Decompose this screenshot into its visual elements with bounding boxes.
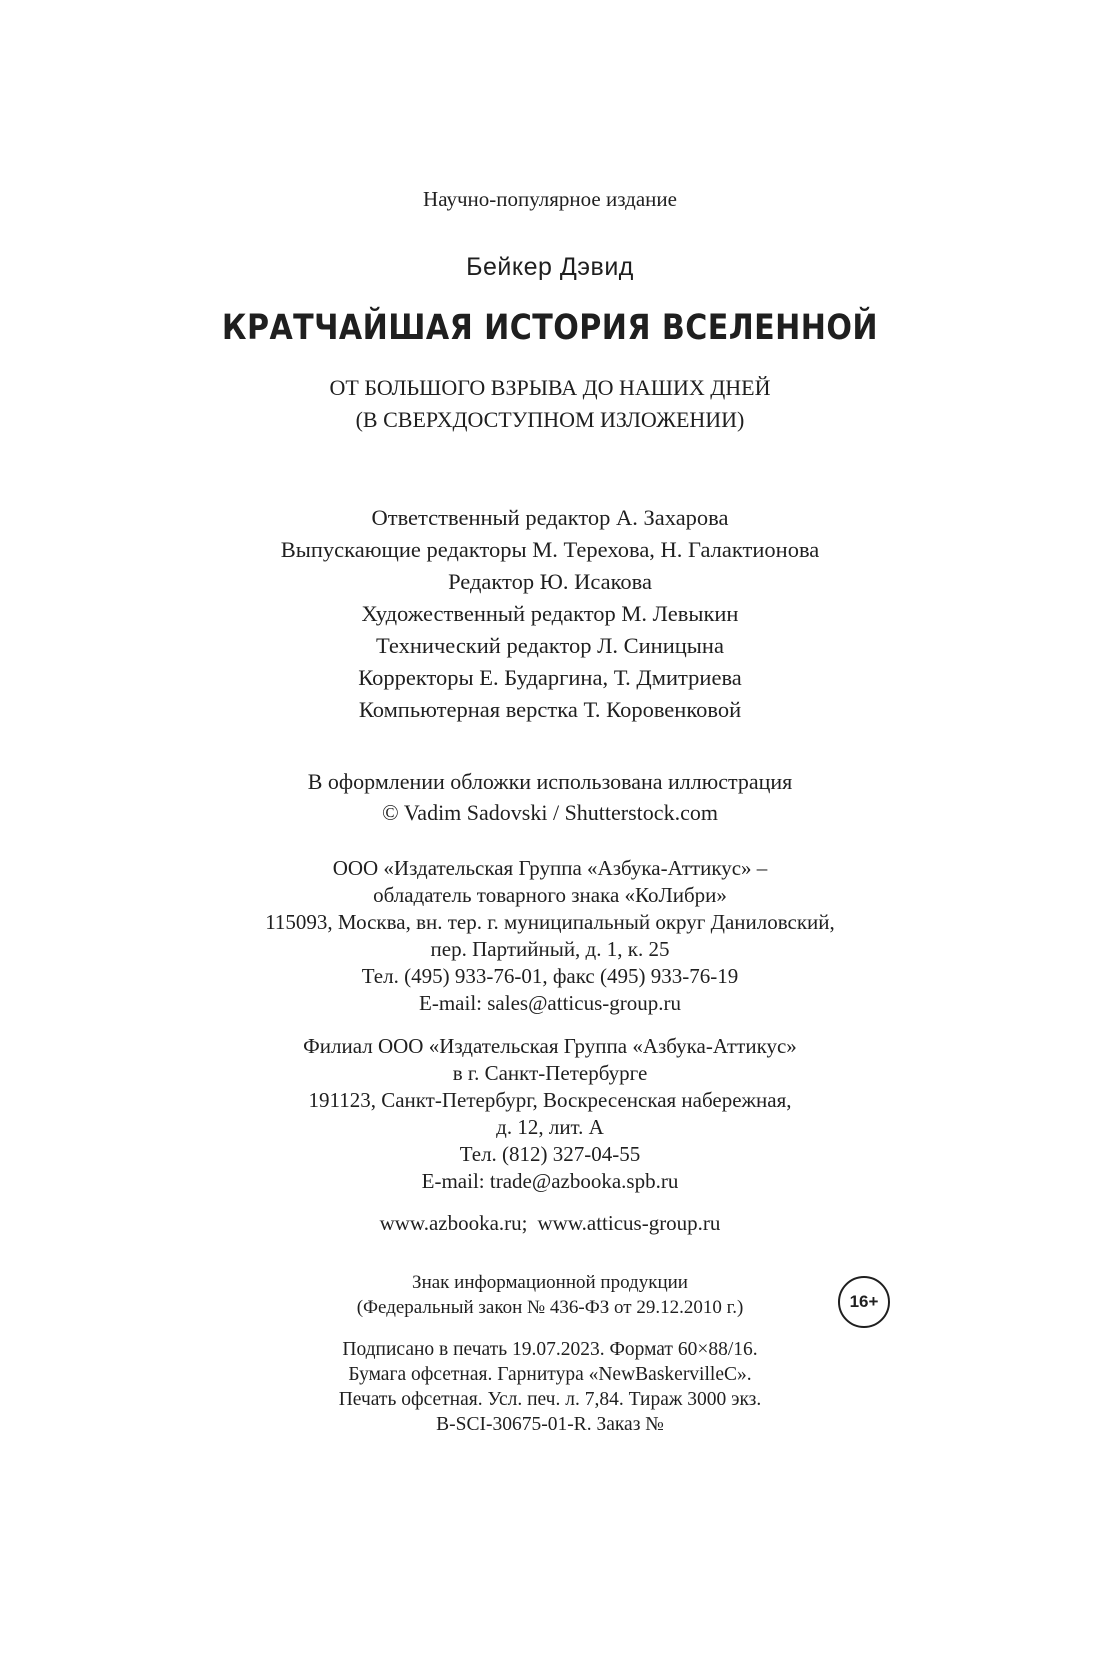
credit-line: Выпускающие редакторы М. Терехова, Н. Галактионова: [280, 537, 820, 562]
book-subtitle: [0, 372, 1100, 436]
imprint-line: B-SCI-30675-01-R. Заказ №: [436, 1414, 664, 1435]
book-author: Бейкер Дэвид: [466, 253, 634, 281]
publisher-line: 115093, Москва, вн. тер. г. муниципальный округ Даниловский,: [265, 910, 835, 934]
branch-address: [0, 1033, 1100, 1195]
credit-line: Корректоры Е. Бударгина, Т. Дмитриева: [358, 665, 742, 690]
credit-line: Редактор Ю. Исакова: [448, 569, 652, 594]
publisher-line: ООО «Издательская Группа «Азбука-Аттикус» –: [332, 856, 768, 880]
information-product-sign: [330, 1270, 770, 1320]
branch-line: Тел. (812) 327-04-55: [459, 1142, 641, 1166]
imprint-line: Печать офсетная. Усл. печ. л. 7,84. Тираж 3000 экз.: [338, 1389, 762, 1410]
credit-line: Компьютерная верстка Т. Коровенковой: [358, 697, 742, 722]
websites: [0, 1210, 1100, 1237]
branch-line: Филиал ООО «Издательская Группа «Азбука-Аттикус»: [303, 1034, 797, 1058]
branch-line: д. 12, лит. А: [496, 1115, 604, 1139]
website-link-atticus[interactable]: www.atticus-group.ru: [537, 1211, 721, 1235]
subtitle-line: (В СВЕРХДОСТУПНОМ ИЗЛОЖЕНИИ): [355, 407, 745, 432]
imprint-line: Подписано в печать 19.07.2023. Формат 60×88/16.: [342, 1339, 758, 1360]
cover-illustration-note: [0, 766, 1100, 828]
age-rating-badge: 16+: [838, 1276, 890, 1328]
publisher-address: [0, 855, 1100, 1017]
book-title: КРАТЧАЙШАЯ ИСТОРИЯ ВСЕЛЕННОЙ: [221, 308, 879, 348]
sign-line: Знак информационной продукции: [412, 1272, 688, 1293]
branch-email: E-mail: trade@azbooka.spb.ru: [421, 1169, 679, 1193]
sign-line: (Федеральный закон № 436-ФЗ от 29.12.2010 г.): [356, 1297, 744, 1318]
credit-line: Художественный редактор М. Левыкин: [361, 601, 739, 626]
cover-note-line: © Vadim Sadovski / Shutterstock.com: [382, 800, 718, 825]
branch-line: в г. Санкт-Петербурге: [452, 1061, 648, 1085]
branch-line: 191123, Санкт-Петербург, Воскресенская набережная,: [308, 1088, 792, 1112]
cover-note-line: В оформлении обложки использована иллюстрация: [307, 769, 793, 794]
credit-line: Технический редактор Л. Синицына: [376, 633, 724, 658]
credit-line: Ответственный редактор А. Захарова: [371, 505, 729, 530]
print-imprint: [0, 1337, 1100, 1437]
publisher-line: пер. Партийный, д. 1, к. 25: [430, 937, 670, 961]
editorial-credits: [0, 502, 1100, 726]
subtitle-line: ОТ БОЛЬШОГО ВЗРЫВА ДО НАШИХ ДНЕЙ: [329, 375, 771, 400]
publisher-line: обладатель товарного знака «КоЛибри»: [373, 883, 727, 907]
imprint-line: Бумага офсетная. Гарнитура «NewBaskervilleC».: [348, 1364, 752, 1385]
publisher-line: Тел. (495) 933-76-01, факс (495) 933-76-19: [361, 964, 739, 988]
publisher-email: E-mail: sales@atticus-group.ru: [419, 991, 681, 1015]
edition-genre: Научно-популярное издание: [423, 187, 677, 211]
website-link-azbooka[interactable]: www.azbooka.ru;: [379, 1211, 528, 1235]
